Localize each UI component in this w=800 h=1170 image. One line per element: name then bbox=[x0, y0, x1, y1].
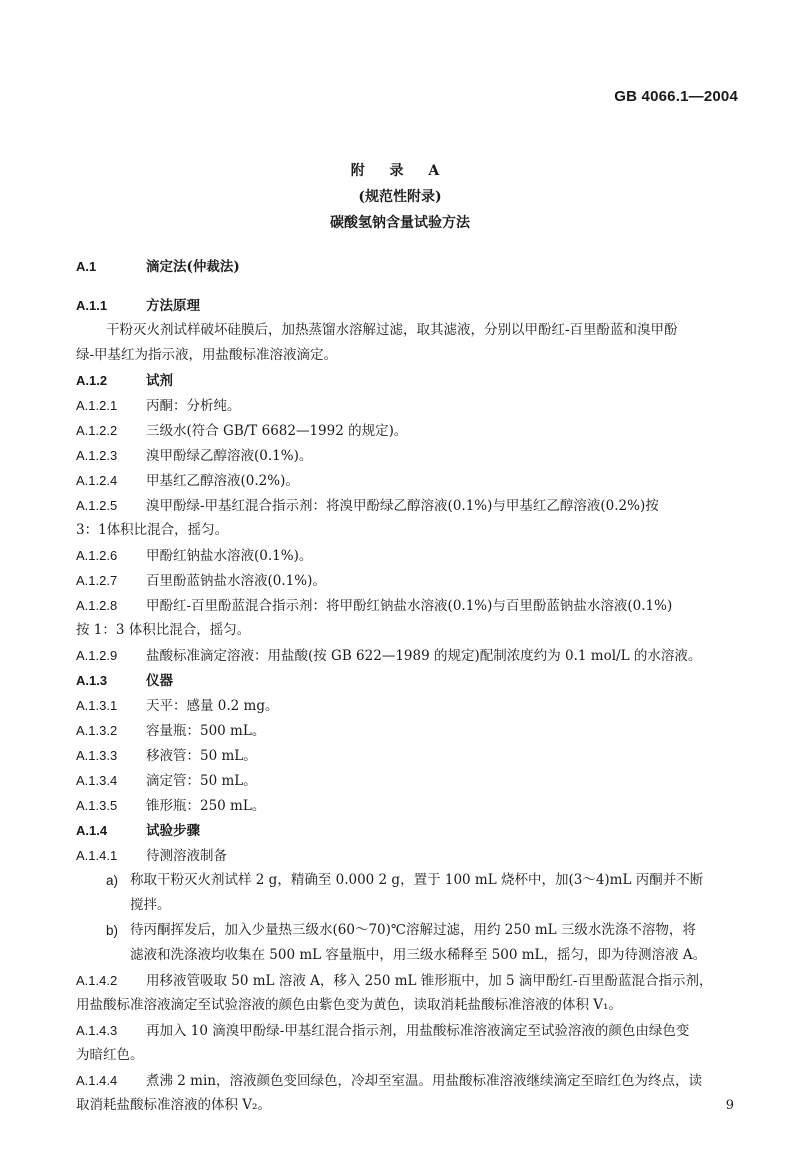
section-number: A.1.3 bbox=[76, 673, 108, 688]
clause-a143 bbox=[76, 1018, 742, 1043]
list-item-a bbox=[76, 868, 742, 893]
paragraph-line: 为暗红色。 bbox=[76, 1047, 144, 1063]
clause-a133 bbox=[76, 743, 742, 768]
clause-number: A.1.2.4 bbox=[76, 473, 118, 488]
list-item-b-cont: 滤液和洗涤液均收集在 500 mL 容量瓶中，用三级水稀释至 500 mL，摇匀，即为待测溶液 A。 bbox=[130, 947, 707, 963]
clause-text: 溴甲酚绿-甲基红混合指示剂：将溴甲酚绿乙醇溶液(0.1%)与甲基红乙醇溶液(0.2%)按 bbox=[146, 498, 659, 514]
clause-number: A.1.2.7 bbox=[76, 573, 118, 588]
clause-a127 bbox=[76, 568, 742, 593]
clause-text: 锥形瓶：250 mL。 bbox=[146, 798, 266, 814]
clause-text: 滴定管：50 mL。 bbox=[146, 773, 257, 789]
clause-text: 三级水(符合 GB/T 6682—1992 的规定)。 bbox=[146, 423, 408, 439]
section-title: 方法原理 bbox=[146, 298, 200, 314]
clause-number: A.1.2.8 bbox=[76, 598, 118, 613]
list-item-text: 待丙酮挥发后，加入少量热三级水(60～70)℃溶解过滤，用约 250 mL 三级水洗涤不溶物，将 bbox=[130, 922, 696, 938]
document-body bbox=[76, 254, 742, 1118]
clause-a128 bbox=[76, 593, 742, 618]
appendix-name: 碳酸氢钠含量试验方法 bbox=[330, 215, 470, 231]
paragraph-line: 绿-甲基红为指示液，用盐酸标准溶液滴定。 bbox=[76, 347, 338, 363]
clause-number: A.1.4.1 bbox=[76, 848, 118, 863]
section-title: 试剂 bbox=[146, 373, 173, 389]
clause-a121 bbox=[76, 393, 742, 418]
clause-number: A.1.4.4 bbox=[76, 1073, 118, 1088]
list-item-b bbox=[76, 918, 742, 943]
section-title: 滴定法(仲裁法) bbox=[146, 259, 240, 275]
clause-text: 百里酚蓝钠盐水溶液(0.1%)。 bbox=[146, 573, 326, 589]
clause-number: A.1.2.1 bbox=[76, 398, 118, 413]
standard-code: GB 4066.1—2004 bbox=[614, 88, 738, 105]
section-a12 bbox=[76, 368, 742, 393]
clause-number: A.1.2.6 bbox=[76, 548, 118, 563]
section-title: 试验步骤 bbox=[146, 823, 200, 839]
paragraph-line: 按 1：3 体积比混合，摇匀。 bbox=[76, 622, 251, 638]
clause-a124 bbox=[76, 468, 742, 493]
section-number: A.1.1 bbox=[76, 298, 108, 313]
section-title: 仪器 bbox=[146, 673, 173, 689]
list-item-a-cont: 搅拌。 bbox=[130, 897, 171, 913]
clause-number: A.1.3.5 bbox=[76, 798, 118, 813]
clause-a144 bbox=[76, 1068, 742, 1093]
clause-number: A.1.4.3 bbox=[76, 1023, 118, 1038]
list-marker: a) bbox=[106, 873, 119, 888]
clause-title: 待测溶液制备 bbox=[146, 848, 227, 864]
page-number: 9 bbox=[725, 1098, 734, 1113]
clause-text: 甲基红乙醇溶液(0.2%)。 bbox=[146, 473, 299, 489]
clause-a142 bbox=[76, 968, 742, 993]
clause-text: 容量瓶：500 mL。 bbox=[146, 723, 266, 739]
clause-text: 煮沸 2 min，溶液颜色变回绿色，冷却至室温。用盐酸标准溶液继续滴定至暗红色为终点，读 bbox=[146, 1073, 702, 1089]
clause-a123 bbox=[76, 443, 742, 468]
clause-text: 再加入 10 滴溴甲酚绿-甲基红混合指示剂，用盐酸标准溶液滴定至试验溶液的颜色由绿色变 bbox=[146, 1023, 690, 1039]
paragraph-line: 3：1体积比混合，摇匀。 bbox=[76, 522, 229, 538]
clause-number: A.1.2.5 bbox=[76, 498, 118, 513]
section-number: A.1 bbox=[76, 259, 97, 274]
paragraph-line: 取消耗盐酸标准溶液的体积 V₂。 bbox=[76, 1097, 271, 1113]
clause-text: 溴甲酚绿乙醇溶液(0.1%)。 bbox=[146, 448, 313, 464]
clause-number: A.1.2.3 bbox=[76, 448, 118, 463]
clause-text: 甲酚红-百里酚蓝混合指示剂：将甲酚红钠盐水溶液(0.1%)与百里酚蓝钠盐水溶液(0.1%) bbox=[146, 598, 673, 614]
clause-a134 bbox=[76, 768, 742, 793]
section-a11 bbox=[76, 293, 742, 318]
list-item-text: 称取干粉灭火剂试样 2 g，精确至 0.000 2 g，置于 100 mL 烧杯中，加(3～4)mL 丙酮并不断 bbox=[130, 872, 704, 888]
section-number: A.1.4 bbox=[76, 823, 108, 838]
clause-number: A.1.3.2 bbox=[76, 723, 118, 738]
section-a1 bbox=[76, 254, 742, 279]
clause-a129 bbox=[76, 643, 742, 668]
paragraph-line: 用盐酸标准溶液滴定至试验溶液的颜色由紫色变为黄色，读取消耗盐酸标准溶液的体积 V₁。 bbox=[76, 997, 622, 1013]
clause-a131 bbox=[76, 693, 742, 718]
paragraph-line: 干粉灭火剂试样破坏硅膜后，加热蒸馏水溶解过滤，取其滤液，分别以甲酚红-百里酚蓝和溴甲酚 bbox=[106, 322, 678, 338]
clause-a135 bbox=[76, 793, 742, 818]
clause-text: 盐酸标准滴定溶液：用盐酸(按 GB 622—1989 的规定)配制浓度约为 0.1 mol/L 的水溶液。 bbox=[146, 648, 702, 664]
clause-text: 甲酚红钠盐水溶液(0.1%)。 bbox=[146, 548, 313, 564]
list-marker: b) bbox=[106, 923, 119, 938]
clause-a141 bbox=[76, 843, 742, 868]
clause-number: A.1.3.3 bbox=[76, 748, 118, 763]
clause-a122 bbox=[76, 418, 742, 443]
clause-text: 用移液管吸取 50 mL 溶液 A，移入 250 mL 锥形瓶中，加 5 滴甲酚红-百里酚蓝混合指示剂， bbox=[146, 973, 713, 989]
clause-a125 bbox=[76, 493, 742, 518]
clause-number: A.1.2.9 bbox=[76, 648, 118, 663]
clause-text: 移液管：50 mL。 bbox=[146, 748, 257, 764]
clause-a132 bbox=[76, 718, 742, 743]
clause-text: 天平：感量 0.2 mg。 bbox=[146, 698, 279, 714]
section-number: A.1.2 bbox=[76, 373, 108, 388]
clause-number: A.1.3.4 bbox=[76, 773, 118, 788]
appendix-title: 附 录 A bbox=[350, 163, 450, 179]
clause-number: A.1.2.2 bbox=[76, 423, 118, 438]
clause-number: A.1.3.1 bbox=[76, 698, 118, 713]
clause-text: 丙酮：分析纯。 bbox=[146, 398, 241, 414]
section-a14 bbox=[76, 818, 742, 843]
appendix-type: (规范性附录) bbox=[358, 189, 442, 205]
clause-number: A.1.4.2 bbox=[76, 973, 118, 988]
clause-a126 bbox=[76, 543, 742, 568]
section-a13 bbox=[76, 668, 742, 693]
